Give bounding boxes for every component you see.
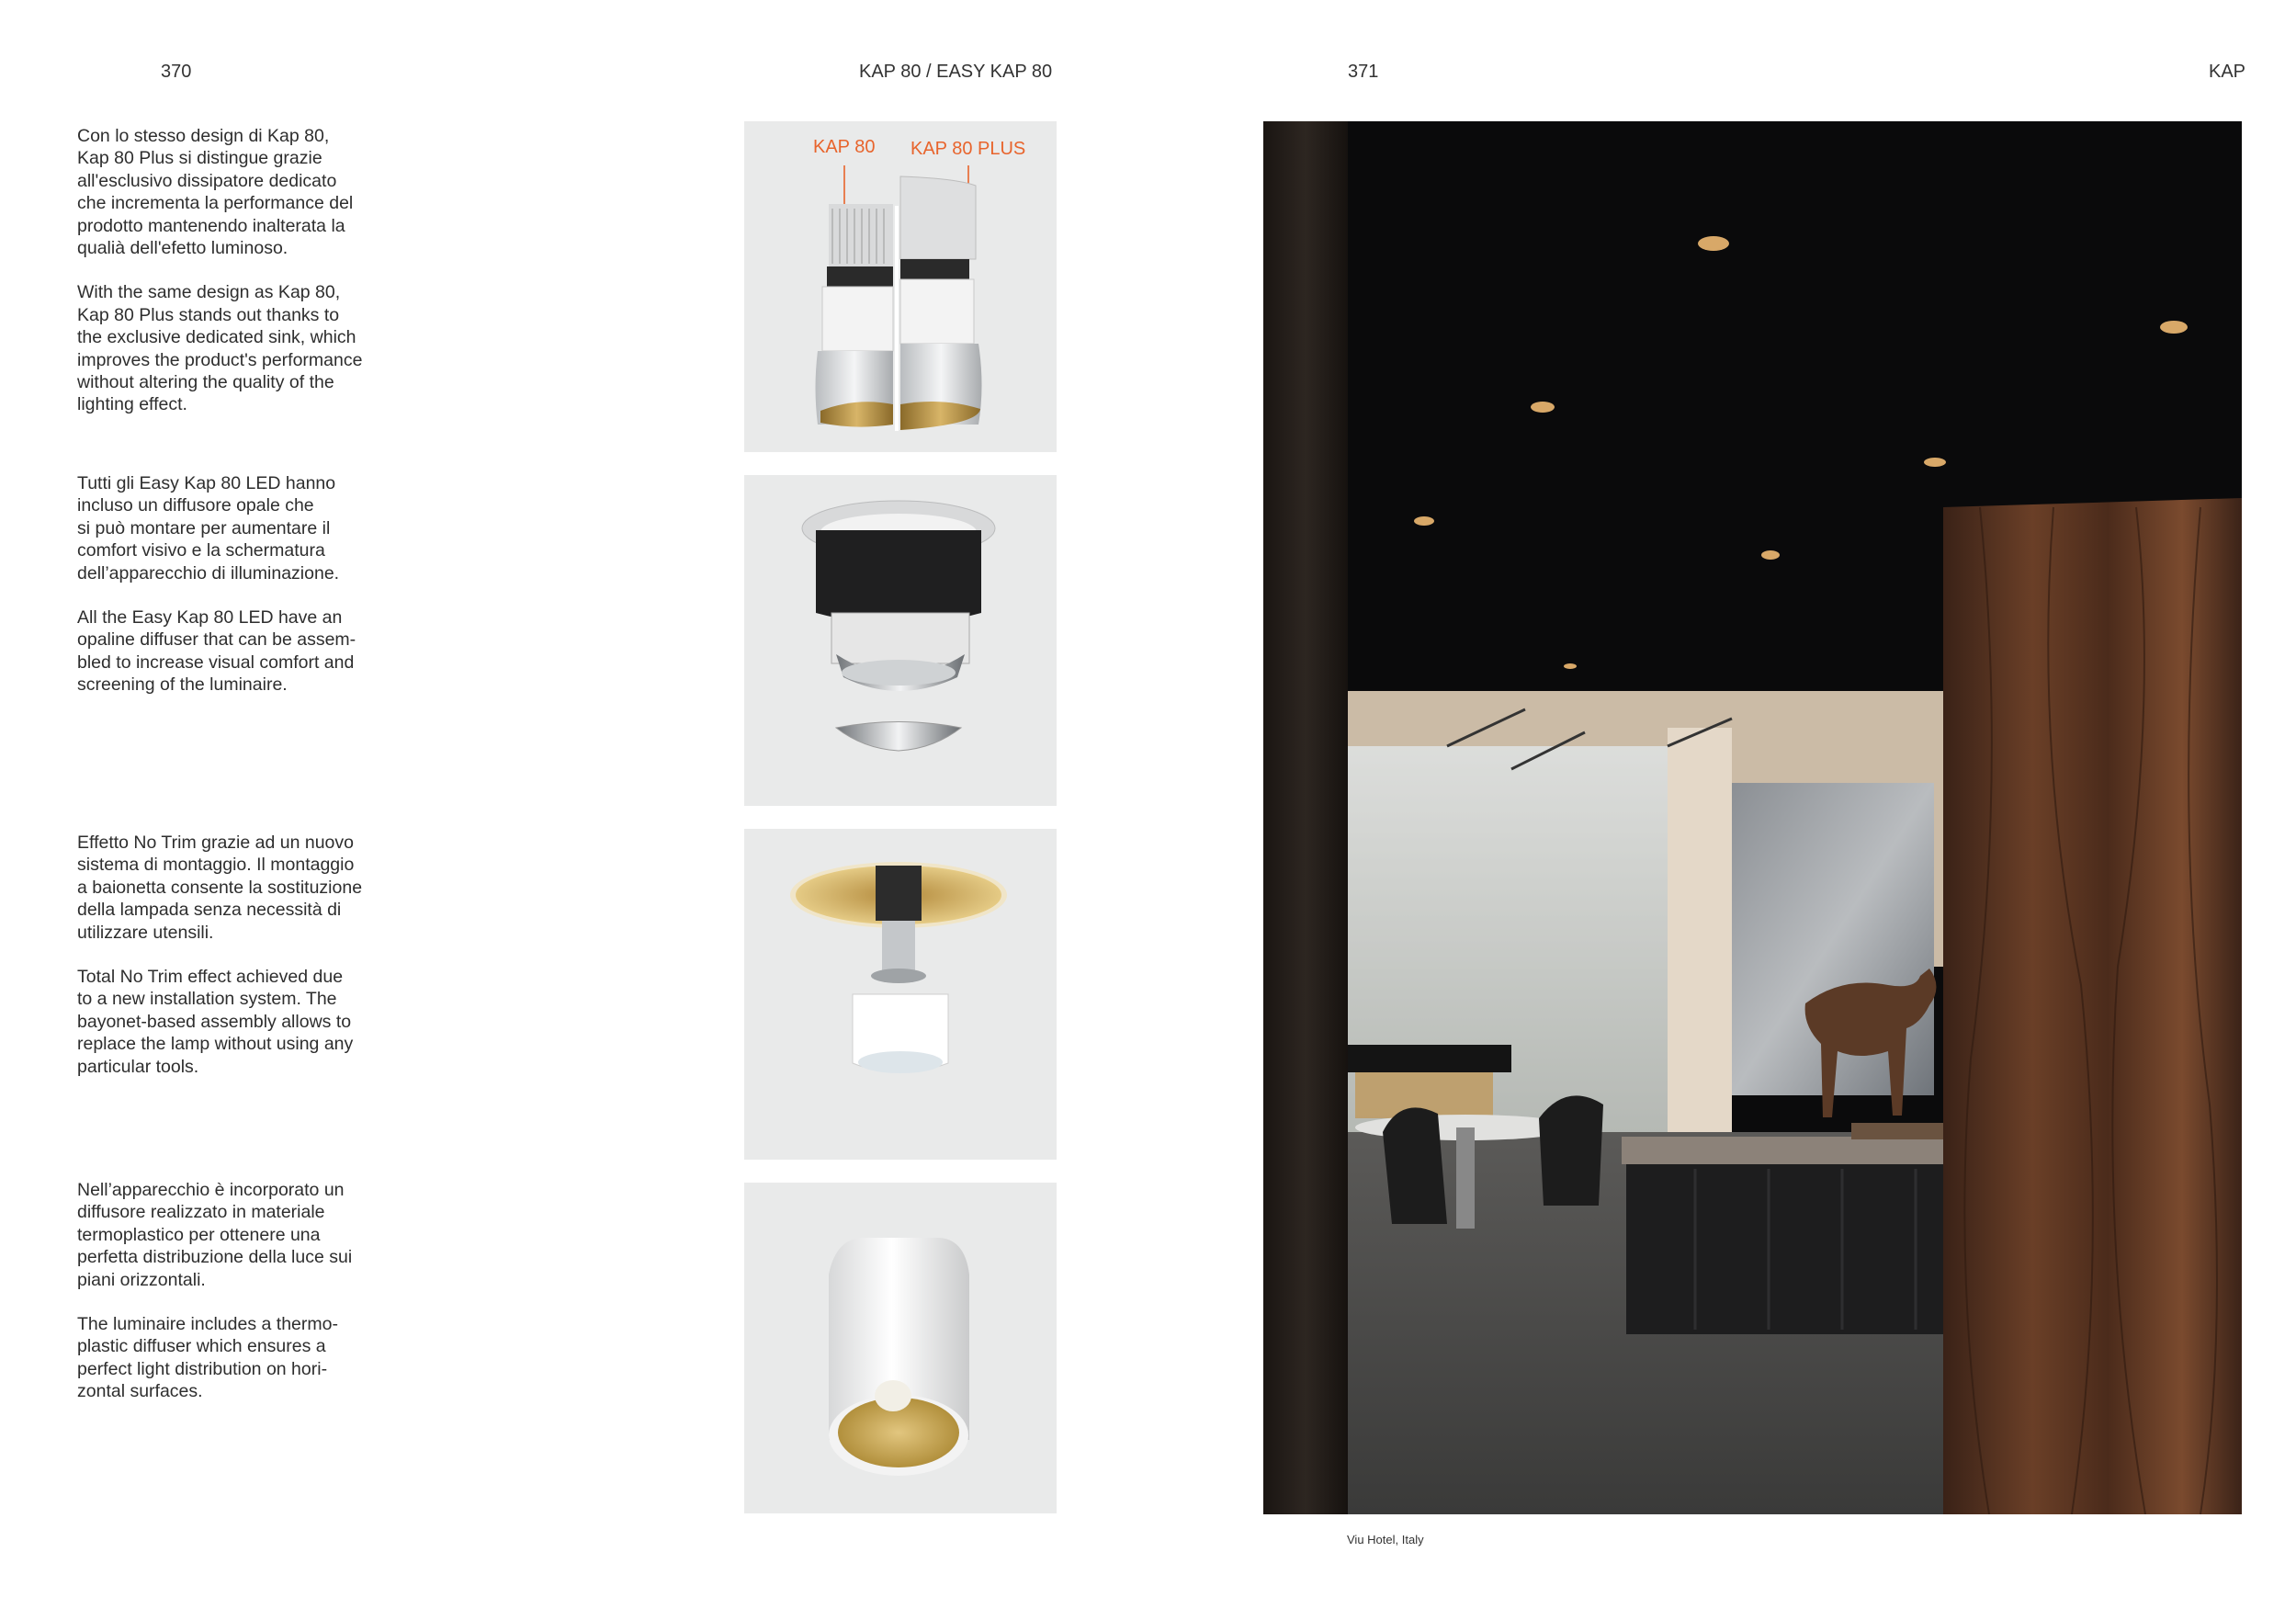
paragraph-english: The luminaire includes a thermo- plastic diffuser which ensures a perfect light distribution on hori- zontal surfaces. (77, 1314, 338, 1402)
label-kap80: KAP 80 (813, 137, 876, 157)
left-page-number: 370 (161, 62, 192, 82)
paragraph-italian: Effetto No Trim grazie ad un nuovo sistema di montaggio. Il montaggio a baionetta consente la sostituzione della lampada senza necessità di utilizzare utensili. (77, 833, 363, 943)
surface-cylinder-illustration (744, 1183, 1057, 1513)
paragraph-english: Total No Trim effect achieved due to a new installation system. The bayonet-based assembly allows to replace the lamp without using any particular tools. (77, 967, 354, 1077)
photo-caption: Viu Hotel, Italy (1347, 1533, 1424, 1546)
product-image-surface-cylinder (744, 1183, 1057, 1513)
paragraph-english: All the Easy Kap 80 LED have an opaline diffuser that can be assem- bled to increase visual comfort and screening of the luminaire. (77, 607, 356, 696)
paragraph-italian: Nell’apparecchio è incorporato un diffusore realizzato in materiale termoplastico per ottenere una perfetta distribuzione della luce sui piani orizzontali. (77, 1180, 353, 1290)
product-image-kap80-comparison (744, 121, 1057, 452)
paragraph-italian: Tutti gli Easy Kap 80 LED hanno incluso un diffusore opale che si può montare per aumentare il comfort visivo e la schermatura dell’apparecchio di illuminazione. (77, 473, 340, 583)
left-running-title: KAP 80 / EASY KAP 80 (859, 62, 1053, 82)
right-page-number: 371 (1348, 62, 1379, 82)
kap80-comparison-illustration (744, 121, 1057, 452)
text-block-2 (77, 472, 394, 719)
text-block-3 (77, 832, 394, 1100)
label-kap80-plus: KAP 80 PLUS (910, 139, 1026, 159)
easy-kap80-diffuser-illustration (744, 475, 1057, 806)
hotel-interior-photo (1263, 121, 2242, 1514)
paragraph-italian: Con lo stesso design di Kap 80, Kap 80 Plus si distingue grazie all'esclusivo dissipatore dedicato che incrementa la performance del prodotto mantenendo inalterata la qualià dell'efetto luminoso. (77, 126, 354, 259)
hotel-interior-illustration (1263, 121, 2242, 1514)
no-trim-illustration (744, 829, 1057, 1160)
product-image-easy-kap80-diffuser (744, 475, 1057, 806)
product-image-no-trim (744, 829, 1057, 1160)
text-block-4 (77, 1179, 394, 1425)
paragraph-english: With the same design as Kap 80, Kap 80 Plus stands out thanks to the exclusive dedicated sink, which improves the product's performance without altering the quality of the lighting effect. (77, 282, 363, 415)
right-running-title: KAP (2209, 62, 2246, 82)
text-block-1 (77, 125, 394, 438)
